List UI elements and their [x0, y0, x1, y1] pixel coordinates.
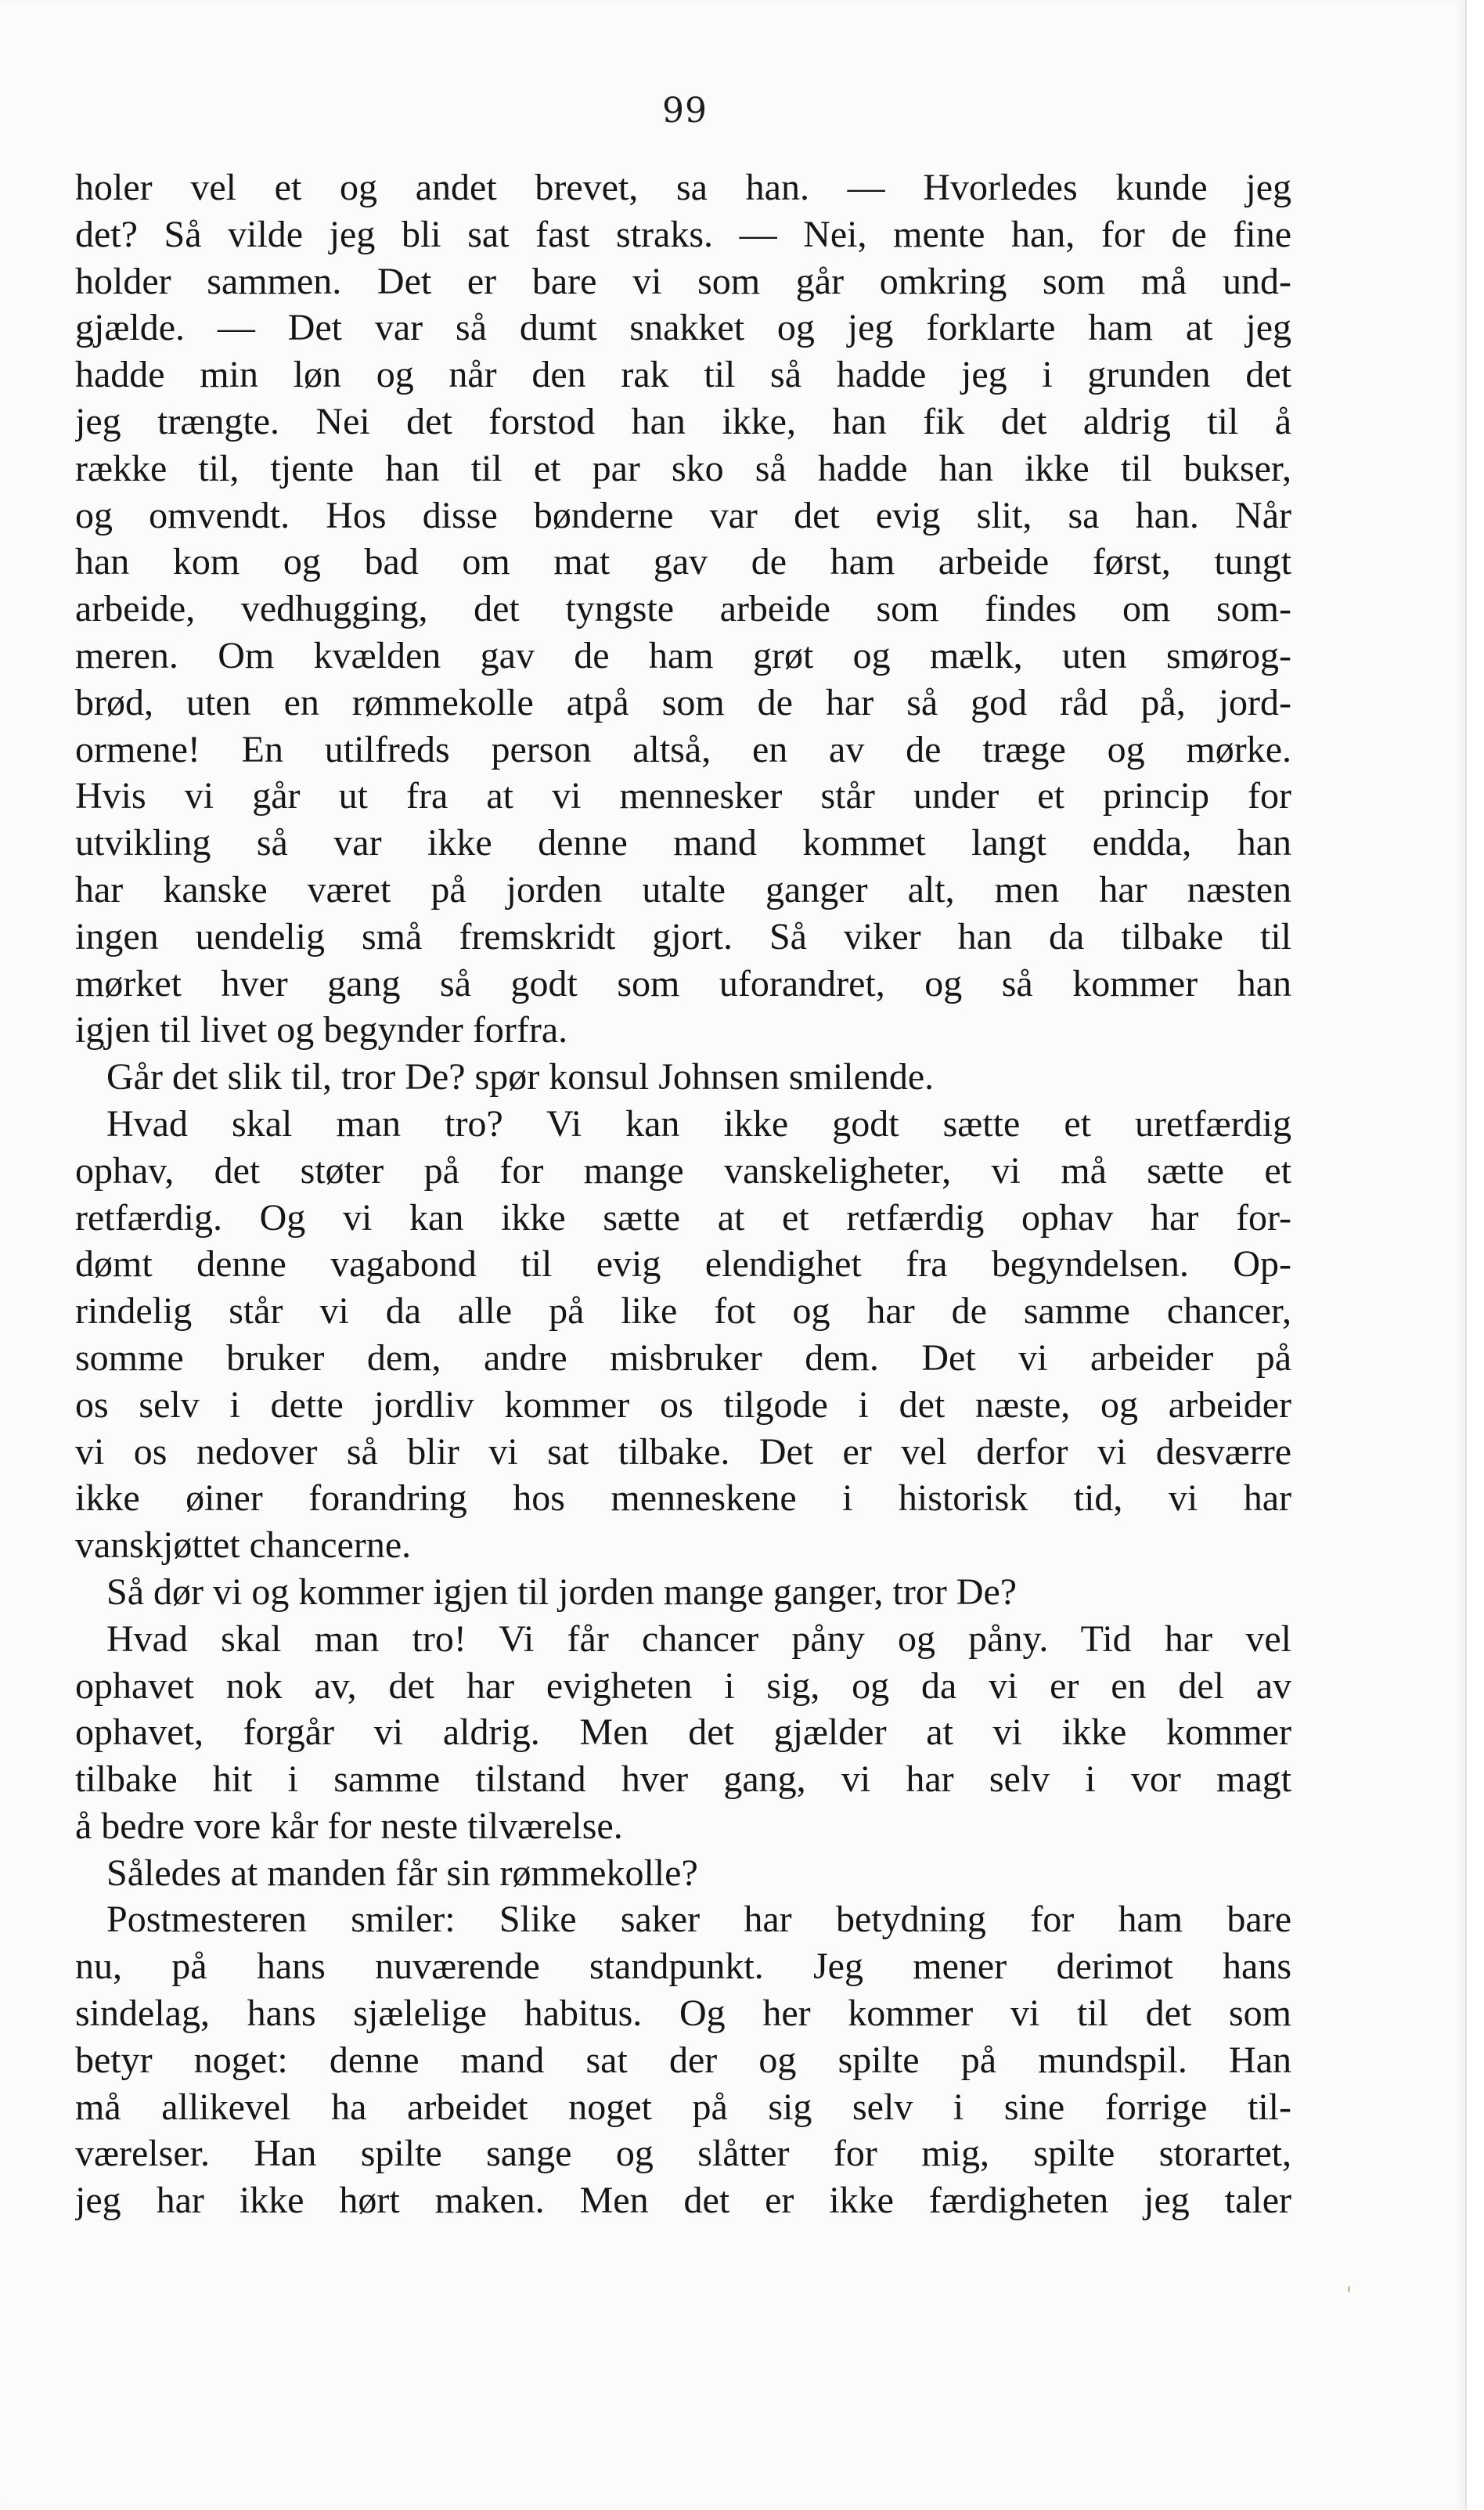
- text-line: ormene! En utilfreds person altså, en av de træge og mørke.: [75, 728, 1291, 770]
- text-line: vanskjøttet chancerne.: [75, 1524, 412, 1567]
- text-line: ikke øiner forandring hos menneskene i historisk tid, vi har: [75, 1477, 1291, 1520]
- text-line: Hvad skal man tro! Vi får chancer påny og påny. Tid har vel: [106, 1617, 1291, 1660]
- body-text: [75, 164, 1291, 2224]
- text-line: række til, tjente han til et par sko så hadde han ikke til bukser,: [75, 447, 1291, 489]
- text-line: os selv i dette jordliv kommer os tilgode i det næste, og arbeider: [75, 1383, 1291, 1426]
- text-line: sindelag, hans sjælelige habitus. Og her kommer vi til det som: [75, 1992, 1291, 2035]
- text-line: gjælde. — Det var så dumt snakket og jeg forklarte ham at jeg: [75, 307, 1291, 349]
- text-line: tilbake hit i samme tilstand hver gang, vi har selv i vor magt: [75, 1758, 1291, 1801]
- text-line: jeg trængte. Nei det forstod han ikke, han fik det aldrig til å: [75, 400, 1291, 442]
- text-line: ingen uendelig små fremskridt gjort. Så viker han da tilbake til: [75, 915, 1291, 957]
- paper-speck: [1348, 2286, 1350, 2292]
- text-line: brød, uten en rømmekolle atpå som de har så god råd på, jord-: [75, 681, 1291, 723]
- text-line: det? Så vilde jeg bli sat fast straks. — Nei, mente han, for de fine: [75, 213, 1291, 255]
- text-line: utvikling så var ikke denne mand kommet langt endda, han: [75, 822, 1291, 864]
- text-line: mørket hver gang så godt som uforandret, og så kommer han: [75, 962, 1291, 1004]
- text-line: Postmesteren smiler: Slike saker har betydning for ham bare: [106, 1899, 1291, 1941]
- text-line: somme bruker dem, andre misbruker dem. Det vi arbeider på: [75, 1336, 1291, 1379]
- text-line: holer vel et og andet brevet, sa han. — Hvorledes kunde jeg: [75, 167, 1291, 208]
- text-line: ophavet nok av, det har evigheten i sig, og da vi er en del av: [75, 1664, 1291, 1707]
- text-line: retfærdig. Og vi kan ikke sætte at et retfærdig ophav har for-: [75, 1196, 1291, 1239]
- text-line: han kom og bad om mat gav de ham arbeide først, tungt: [75, 541, 1291, 583]
- text-line: å bedre vore kår for neste tilværelse.: [75, 1805, 623, 1847]
- text-line: arbeide, vedhugging, det tyngste arbeide som findes om som-: [75, 588, 1291, 630]
- text-line: Går det slik til, tror De? spør konsul Johnsen smilende.: [106, 1056, 935, 1098]
- text-line: Således at manden får sin rømmekolle?: [106, 1852, 698, 1894]
- text-line: rindelig står vi da alle på like fot og har de samme chancer,: [75, 1290, 1291, 1333]
- text-line: ophav, det støter på for mange vanskeligheter, vi må sætte et: [75, 1149, 1291, 1192]
- text-line: igjen til livet og begynder forfra.: [75, 1009, 568, 1051]
- text-line: betyr noget: denne mand sat der og spilte på mundspil. Han: [75, 2039, 1291, 2081]
- text-line: ophavet, forgår vi aldrig. Men det gjælder at vi ikke kommer: [75, 1711, 1291, 1754]
- text-line: og omvendt. Hos disse bønderne var det evig slit, sa han. Når: [75, 494, 1291, 536]
- text-line: dømt denne vagabond til evig elendighet fra begyndelsen. Op-: [75, 1243, 1291, 1286]
- text-line: vi os nedover så blir vi sat tilbake. Det er vel derfor vi desværre: [75, 1430, 1291, 1473]
- text-line: har kanske været på jorden utalte ganger alt, men har næsten: [75, 868, 1291, 911]
- text-line: Hvis vi går ut fra at vi mennesker står under et princip for: [75, 775, 1291, 817]
- text-line: meren. Om kvælden gav de ham grøt og mælk, uten smørog-: [75, 634, 1291, 676]
- text-line: nu, på hans nuværende standpunkt. Jeg mener derimot hans: [75, 1946, 1291, 1988]
- text-line: Så dør vi og kommer igjen til jorden mange ganger, tror De?: [106, 1571, 1018, 1613]
- text-line: må allikevel ha arbeidet noget på sig selv i sine forrige til-: [75, 2086, 1291, 2128]
- page-number: 99: [662, 91, 708, 131]
- text-line: hadde min løn og når den rak til så hadde jeg i grunden det: [75, 354, 1291, 396]
- text-line: jeg har ikke hørt maken. Men det er ikke færdigheten jeg taler: [75, 2180, 1291, 2222]
- text-line: værelser. Han spilte sange og slåtter for mig, spilte storartet,: [75, 2133, 1291, 2175]
- text-line: holder sammen. Det er bare vi som går omkring som må und-: [75, 260, 1291, 302]
- text-line: Hvad skal man tro? Vi kan ikke godt sætte et uretfærdig: [106, 1102, 1291, 1145]
